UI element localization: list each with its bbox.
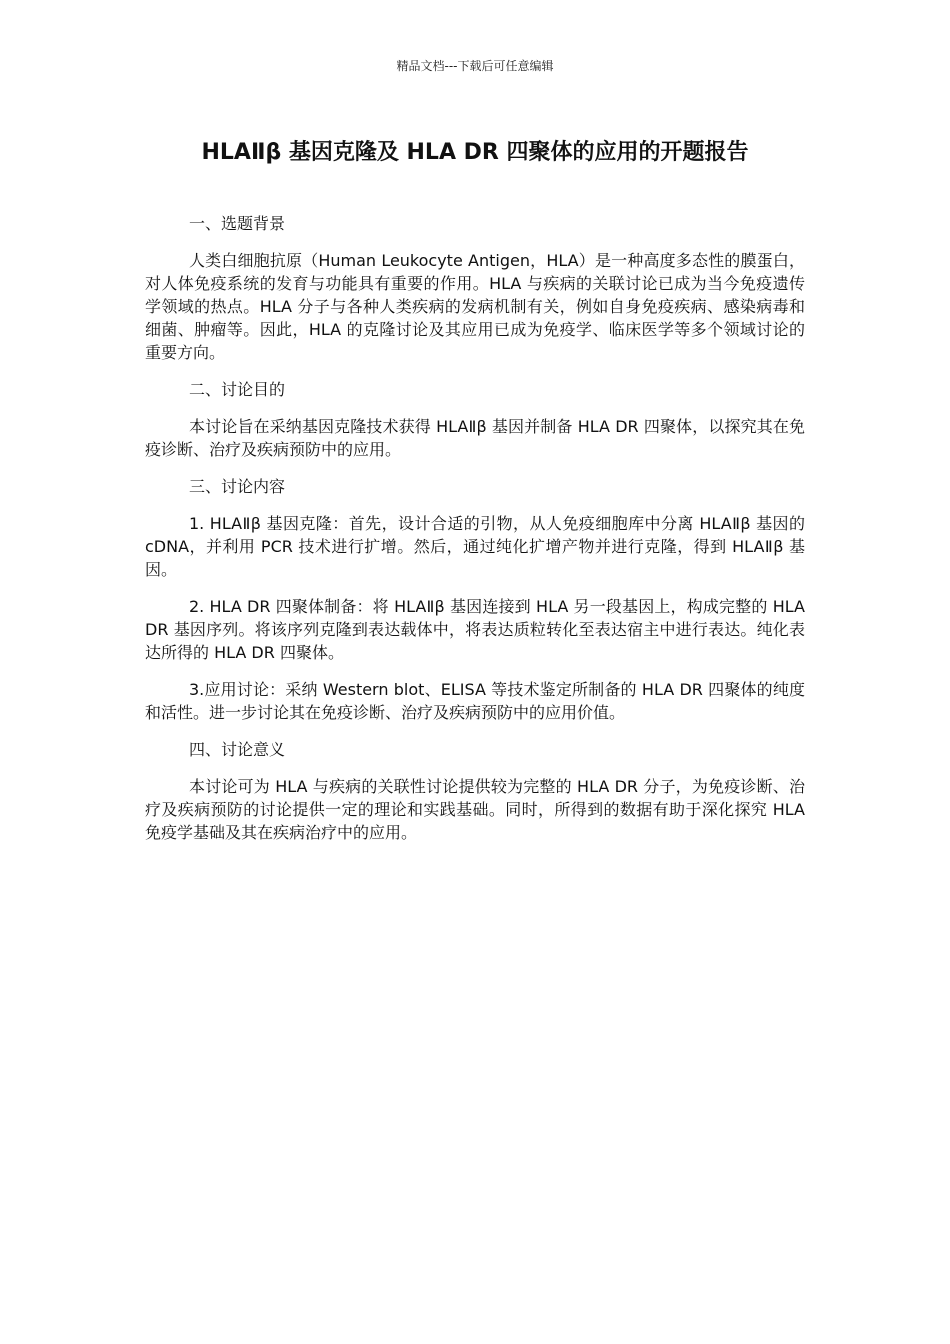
paragraph: 1. HLAⅡβ 基因克隆：首先，设计合适的引物，从人免疫细胞库中分离 HLAⅡβ 基因的 cDNA，并利用 PCR 技术进行扩增。然后，通过纯化扩增产物并进行克隆，得到 HLAⅡβ 基因。	[145, 514, 805, 579]
paragraph: 人类白细胞抗原（Human Leukocyte Antigen，HLA）是一种高度多态性的膜蛋白，对人体免疫系统的发育与功能具有重要的作用。HLA 与疾病的关联讨论已成为当今免疫遗传学领域的热点。HLA 分子与各种人类疾病的发病机制有关，例如自身免疫疾病、感染病毒和细菌、肿瘤等。因此，HLA 的克隆讨论及其应用已成为免疫学、临床医学等多个领域讨论的重要方向。	[145, 251, 805, 362]
section-heading: 二、讨论目的	[189, 380, 286, 399]
paragraph: 3.应用讨论：采纳 Western blot、ELISA 等技术鉴定所制备的 HLA DR 四聚体的纯度和活性。进一步讨论其在免疫诊断、治疗及疾病预防中的应用价值。	[145, 680, 805, 722]
section-significance	[145, 738, 805, 844]
section-background	[145, 212, 805, 364]
header-note: 精品文档---下载后可任意编辑	[396, 59, 554, 73]
section-content	[145, 475, 805, 724]
document-body	[145, 212, 805, 858]
section-heading: 三、讨论内容	[189, 477, 286, 496]
document-title: HLAⅡβ 基因克隆及 HLA DR 四聚体的应用的开题报告	[201, 140, 749, 165]
paragraph: 2. HLA DR 四聚体制备：将 HLAⅡβ 基因连接到 HLA 另一段基因上，构成完整的 HLA DR 基因序列。将该序列克隆到表达载体中，将表达质粒转化至表达宿主中进行表达。纯化表达所得的 HLA DR 四聚体。	[145, 597, 805, 662]
paragraph: 本讨论旨在采纳基因克隆技术获得 HLAⅡβ 基因并制备 HLA DR 四聚体，以探究其在免疫诊断、治疗及疾病预防中的应用。	[145, 417, 805, 459]
section-heading: 四、讨论意义	[189, 740, 286, 759]
paragraph: 本讨论可为 HLA 与疾病的关联性讨论提供较为完整的 HLA DR 分子，为免疫诊断、治疗及疾病预防的讨论提供一定的理论和实践基础。同时，所得到的数据有助于深化探究 HLA 免疫学基础及其在疾病治疗中的应用。	[145, 777, 805, 842]
section-purpose	[145, 378, 805, 461]
section-heading: 一、选题背景	[189, 214, 286, 233]
